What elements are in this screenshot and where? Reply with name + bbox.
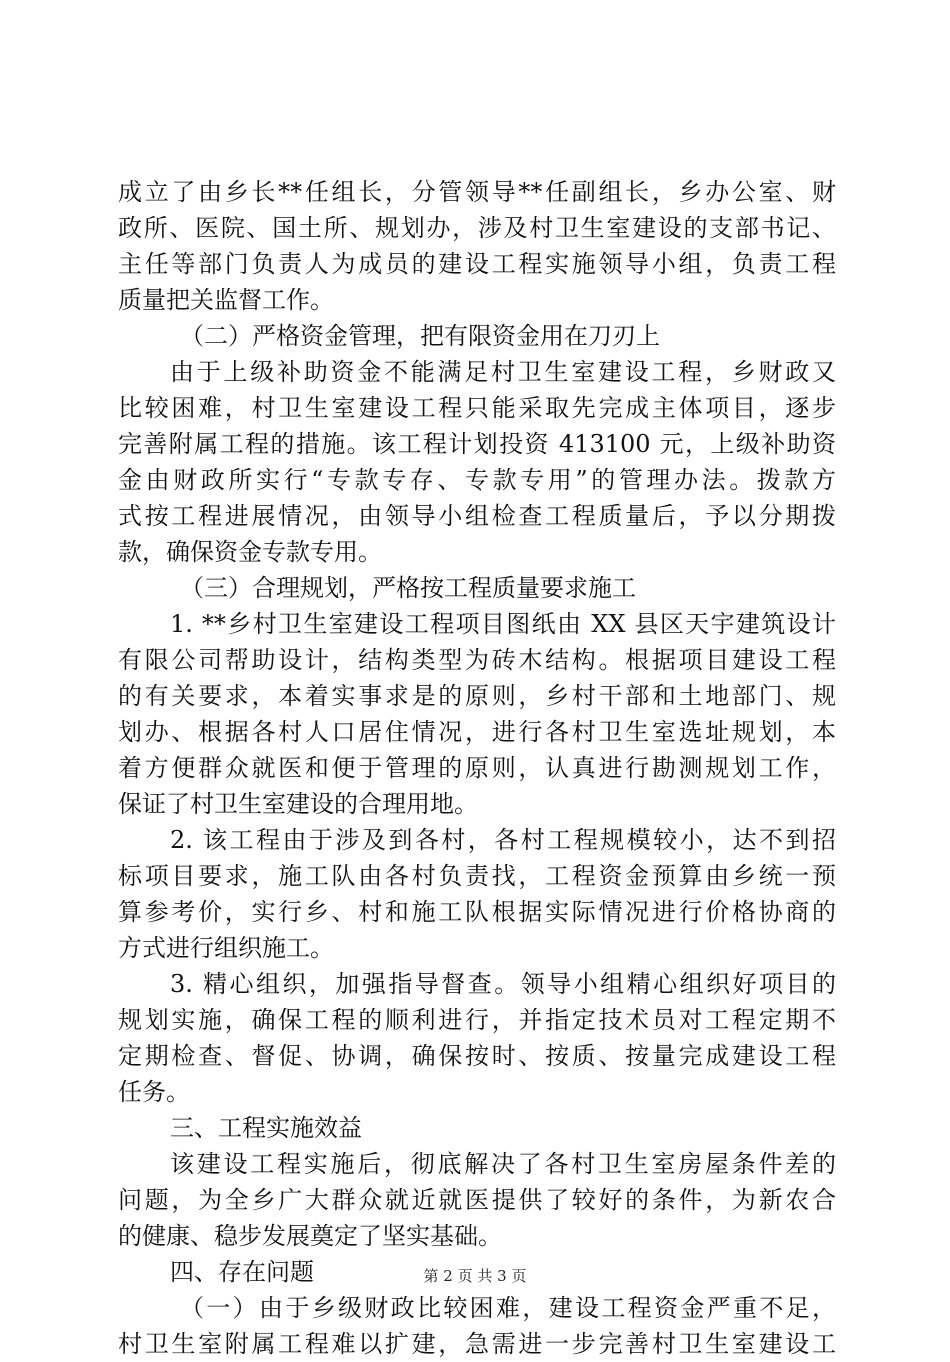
text-line: 比较困难，村卫生室建设工程只能采取先完成主体项目，逐步 bbox=[118, 394, 836, 422]
text-line: 算参考价，实行乡、村和施工队根据实际情况进行价格协商的 bbox=[118, 898, 836, 926]
text-line: 定期检查、督促、协调，确保按时、按质、按量完成建设工程 bbox=[118, 1042, 836, 1070]
text-line: 主任等部门负责人为成员的建设工程实施领导小组，负责工程 bbox=[118, 250, 836, 278]
text-line: 完善附属工程的措施。该工程计划投资 413100 元，上级补助资 bbox=[118, 430, 836, 458]
text-line: 政所、医院、国土所、规划办，涉及村卫生室建设的支部书记、 bbox=[118, 214, 836, 242]
text-line: 问题，为全乡广大群众就近就医提供了较好的条件，为新农合 bbox=[118, 1186, 836, 1214]
text-line: 四、存在问题 bbox=[170, 1258, 314, 1286]
text-line: 款，确保资金专款专用。 bbox=[118, 538, 382, 566]
text-line: 由于上级补助资金不能满足村卫生室建设工程，乡财政又 bbox=[170, 358, 836, 386]
text-line: 式按工程进展情况，由领导小组检查工程质量后，予以分期拨 bbox=[118, 502, 836, 530]
text-line: 划办、根据各村人口居住情况，进行各村卫生室选址规划，本 bbox=[118, 718, 836, 746]
text-line: 2. 该工程由于涉及到各村，各村工程规模较小，达不到招 bbox=[170, 826, 836, 854]
text-line: 的健康、稳步发展奠定了坚实基础。 bbox=[118, 1222, 502, 1250]
text-line: 有限公司帮助设计，结构类型为砖木结构。根据项目建设工程 bbox=[118, 646, 836, 674]
text-line: 3. 精心组织，加强指导督查。领导小组精心组织好项目的 bbox=[170, 970, 836, 998]
text-line: 任务。 bbox=[118, 1078, 190, 1106]
text-line: 保证了村卫生室建设的合理用地。 bbox=[118, 790, 478, 818]
text-line: 三、工程实施效益 bbox=[170, 1114, 362, 1142]
text-line: 1. **乡村卫生室建设工程项目图纸由 XX 县区天宇建筑设计 bbox=[170, 610, 836, 638]
text-line: 质量把关监督工作。 bbox=[118, 286, 334, 314]
text-line: 成立了由乡长**任组长，分管领导**任副组长，乡办公室、财 bbox=[118, 178, 836, 206]
page-footer: 第 2 页 共 3 页 bbox=[423, 1267, 527, 1285]
text-line: 标项目要求，施工队由各村负责找，工程资金预算由乡统一预 bbox=[118, 862, 836, 890]
text-line: （三）合理规划，严格按工程质量要求施工 bbox=[180, 574, 636, 602]
text-line: 着方便群众就医和便于管理的原则，认真进行勘测规划工作， bbox=[118, 754, 836, 782]
text-line: 方式进行组织施工。 bbox=[118, 934, 334, 962]
text-line: （二）严格资金管理，把有限资金用在刀刃上 bbox=[180, 322, 660, 350]
text-line: 金由财政所实行“专款专存、专款专用”的管理办法。拨款方 bbox=[118, 466, 836, 494]
text-line: 村卫生室附属工程难以扩建，急需进一步完善村卫生室建设工 bbox=[118, 1330, 836, 1358]
text-line: 该建设工程实施后，彻底解决了各村卫生室房屋条件差的 bbox=[170, 1150, 836, 1178]
text-line: （一）由于乡级财政比较困难，建设工程资金严重不足， bbox=[180, 1294, 836, 1322]
text-line: 的有关要求，本着实事求是的原则，乡村干部和土地部门、规 bbox=[118, 682, 836, 710]
text-line: 规划实施，确保工程的顺利进行，并指定技术员对工程定期不 bbox=[118, 1006, 836, 1034]
document-body bbox=[118, 174, 836, 1362]
